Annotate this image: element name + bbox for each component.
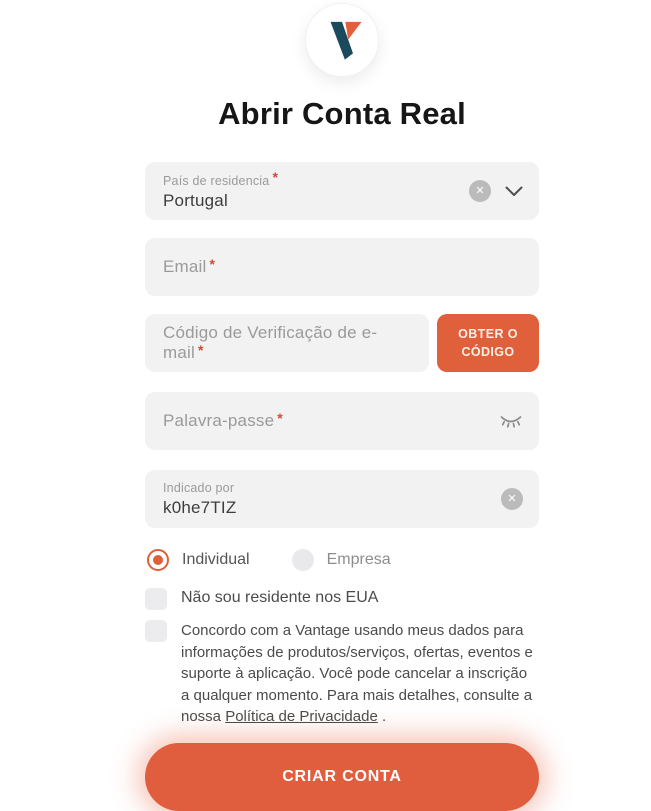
us-resident-row[interactable] (145, 587, 539, 610)
country-icons (469, 180, 523, 202)
radio-individual-label: Individual (182, 551, 250, 568)
radio-unselected-icon (292, 549, 314, 571)
consent-text: Concordo com a Vantage usando meus dados para informações de produtos/serviços, ofertas, eventos e suporte à aplicação. Você pode cancelar a inscrição a qualquer momento. Para mais detalhes, consulte a nossa Política de Privacidade . (181, 622, 533, 725)
chevron-down-icon[interactable] (505, 186, 523, 197)
us-resident-checkbox[interactable] (145, 588, 167, 610)
signup-form (145, 162, 539, 811)
required-asterisk: * (197, 342, 204, 358)
page-title: Abrir Conta Real (218, 96, 466, 131)
eye-closed-icon[interactable] (499, 414, 523, 429)
privacy-policy-link[interactable]: Política de Privacidade (225, 708, 378, 725)
country-label: País de residencia (163, 173, 270, 188)
required-asterisk: * (272, 168, 279, 185)
account-type-radios (145, 549, 539, 571)
consent-row[interactable] (145, 619, 539, 728)
required-asterisk: * (277, 410, 283, 426)
consent-checkbox[interactable] (145, 620, 167, 642)
referral-field[interactable] (145, 470, 539, 528)
radio-selected-icon (147, 549, 169, 571)
verification-code-field[interactable] (145, 314, 429, 372)
verification-code-placeholder: Código de Verificação de e-mail * (163, 323, 378, 362)
radio-individual[interactable] (147, 549, 250, 571)
country-value: Portugal (163, 190, 228, 210)
vantage-v-icon (321, 18, 363, 62)
referral-text (163, 481, 501, 518)
us-resident-label: Não sou residente nos EUA (181, 589, 379, 606)
verification-code-row (145, 314, 539, 372)
referral-value: k0he7TIZ (163, 497, 237, 517)
email-placeholder: Email * (163, 256, 216, 276)
required-asterisk: * (209, 256, 216, 272)
signup-form-container (145, 3, 539, 811)
password-placeholder: Palavra-passe * (163, 410, 283, 430)
password-field[interactable] (145, 392, 539, 450)
country-select[interactable] (145, 162, 539, 220)
referral-label: Indicado por (163, 480, 235, 495)
radio-empresa[interactable] (292, 549, 391, 571)
country-text (163, 168, 469, 211)
get-code-button[interactable]: OBTER O CÓDIGO (437, 314, 539, 372)
clear-referral-icon[interactable]: ✕ (501, 488, 523, 510)
clear-country-icon[interactable]: ✕ (469, 180, 491, 202)
email-field[interactable] (145, 238, 539, 296)
radio-empresa-label: Empresa (326, 551, 391, 568)
password-text (163, 411, 499, 431)
create-account-button[interactable]: CRIAR CONTA (145, 743, 539, 811)
vantage-logo (305, 3, 379, 77)
